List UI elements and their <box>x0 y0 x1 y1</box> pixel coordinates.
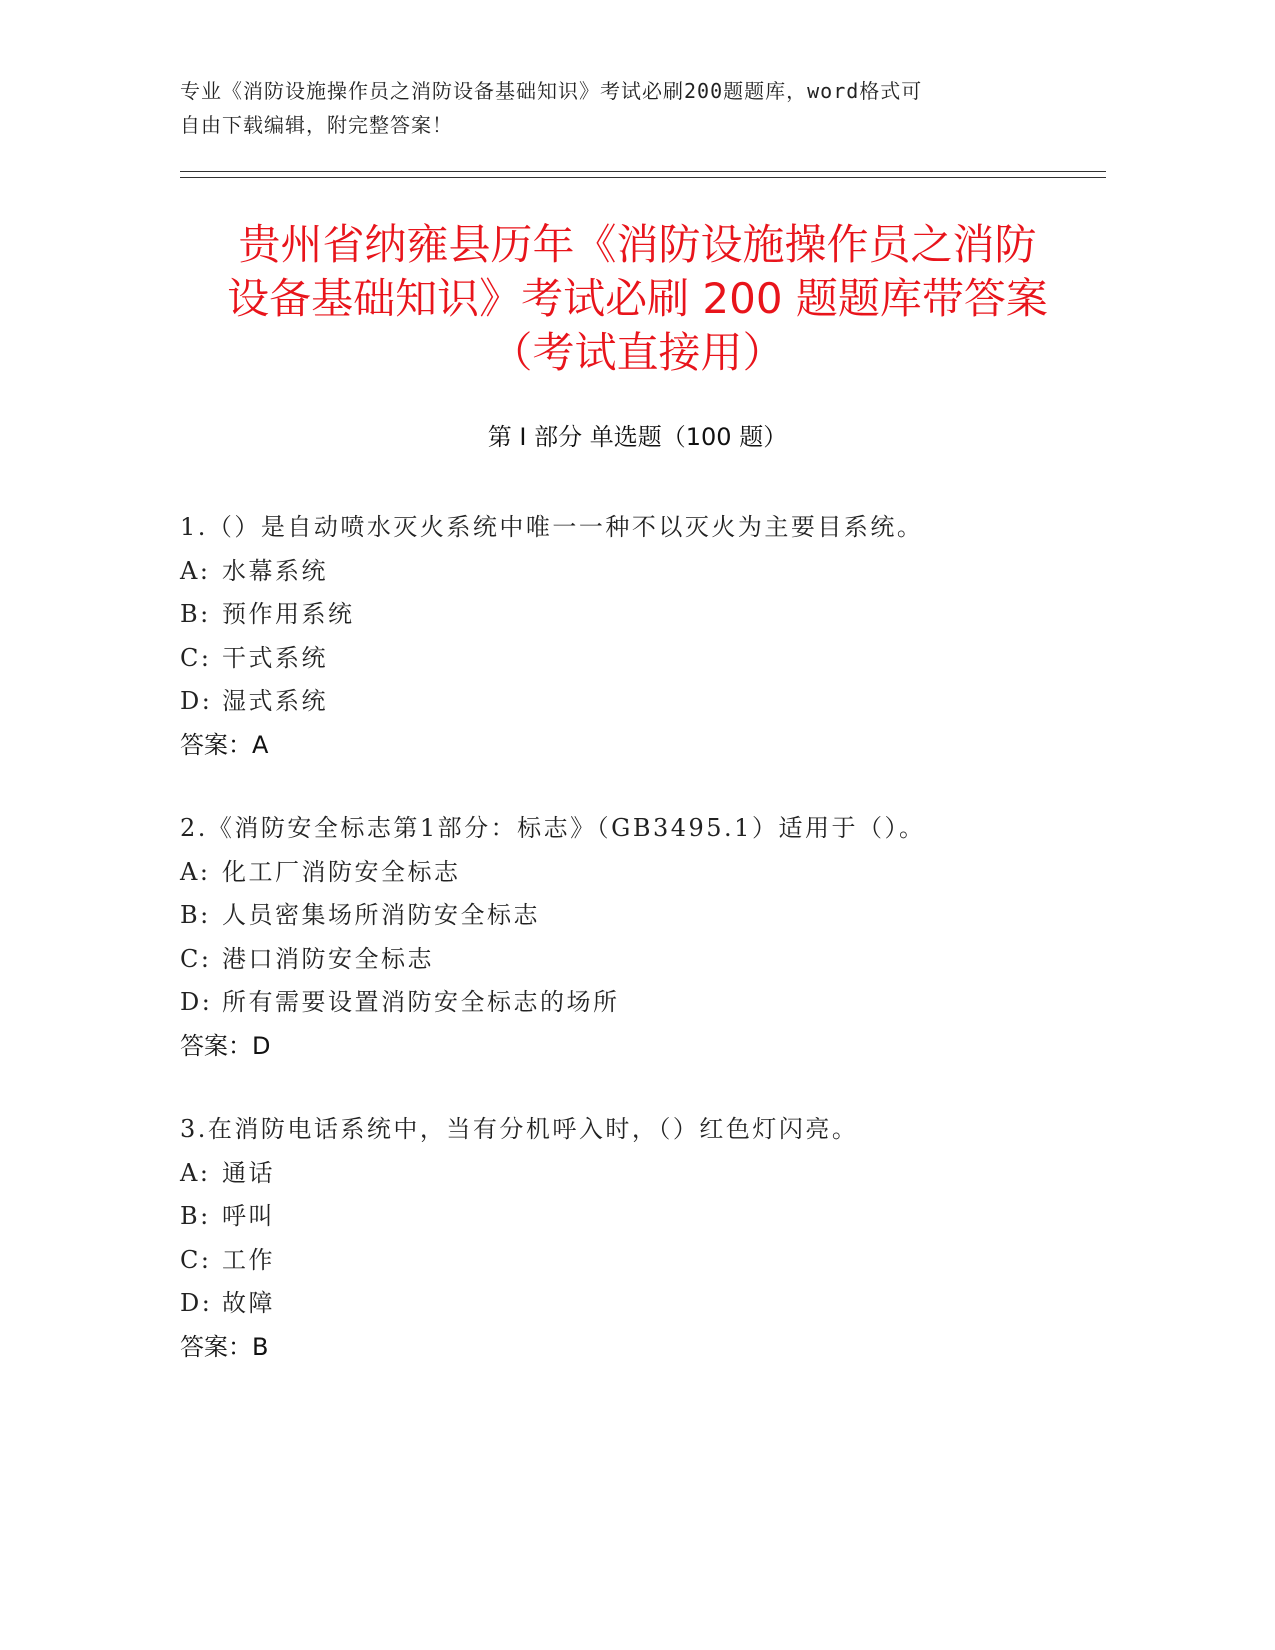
option-key: B: <box>180 1202 211 1230</box>
option-text: 工作 <box>222 1245 275 1274</box>
option-key: A: <box>180 857 211 886</box>
header-note-line-1: 专业《消防设施操作员之消防设备基础知识》考试必刷200题题库，word格式可 <box>180 79 923 103</box>
option-c <box>180 1239 1120 1283</box>
option-text: 湿式系统 <box>222 687 328 715</box>
option-key: C: <box>180 944 212 973</box>
question-stem: 2.《消防安全标志第1部分：标志》（GB3495.1）适用于（）。 <box>180 814 926 842</box>
question-3 <box>180 1108 1120 1369</box>
option-text: 人员密集场所消防安全标志 <box>222 901 540 929</box>
option-b <box>180 1195 1120 1239</box>
option-text: 所有需要设置消防安全标志的场所 <box>222 988 620 1016</box>
option-a <box>180 851 1120 895</box>
option-text: 港口消防安全标志 <box>222 944 434 973</box>
section-heading: 第 I 部分 单选题（100 题） <box>487 423 788 451</box>
option-key: B: <box>180 600 211 628</box>
option-key: A: <box>180 1158 211 1187</box>
option-key: C: <box>180 1245 212 1274</box>
title-line-2: 设备基础知识》考试必刷 200 题题库带答案 <box>227 274 1048 323</box>
option-key: D: <box>180 687 213 715</box>
option-text: 故障 <box>222 1289 275 1317</box>
title-line-1: 贵州省纳雍县历年《消防设施操作员之消防 <box>238 220 1037 269</box>
option-key: C: <box>180 643 212 672</box>
answer-line: 答案：B <box>180 1332 269 1361</box>
option-b <box>180 894 1120 938</box>
option-text: 预作用系统 <box>222 600 355 628</box>
question-2 <box>180 807 1120 1068</box>
document-title <box>160 218 1115 380</box>
question-1 <box>180 506 1120 767</box>
option-d <box>180 981 1120 1025</box>
title-line-3: （考试直接用） <box>490 328 785 377</box>
question-stem: 3.在消防电话系统中，当有分机呼入时，（）红色灯闪亮。 <box>180 1115 859 1143</box>
option-key: A: <box>180 556 211 585</box>
question-list <box>180 506 1120 1409</box>
answer-line: 答案：A <box>180 730 269 759</box>
header-divider-bottom <box>180 177 1106 178</box>
answer-line: 答案：D <box>180 1031 271 1060</box>
option-text: 干式系统 <box>222 643 328 672</box>
option-text: 通话 <box>222 1158 275 1187</box>
header-note-line-2: 自由下载编辑，附完整答案！ <box>180 113 453 137</box>
option-c <box>180 637 1120 681</box>
question-stem: 1.（）是自动喷水灭火系统中唯一一种不以灭火为主要目系统。 <box>180 513 924 541</box>
option-b <box>180 593 1120 637</box>
option-a <box>180 550 1120 594</box>
option-d <box>180 680 1120 724</box>
option-c <box>180 938 1120 982</box>
option-a <box>180 1152 1120 1196</box>
option-text: 化工厂消防安全标志 <box>222 857 461 886</box>
option-key: D: <box>180 988 213 1016</box>
option-key: B: <box>180 901 211 929</box>
header-note <box>180 74 1060 142</box>
option-d <box>180 1282 1120 1326</box>
option-key: D: <box>180 1289 213 1317</box>
header-divider-top <box>180 171 1106 172</box>
option-text: 水幕系统 <box>222 556 328 585</box>
option-text: 呼叫 <box>222 1202 275 1230</box>
